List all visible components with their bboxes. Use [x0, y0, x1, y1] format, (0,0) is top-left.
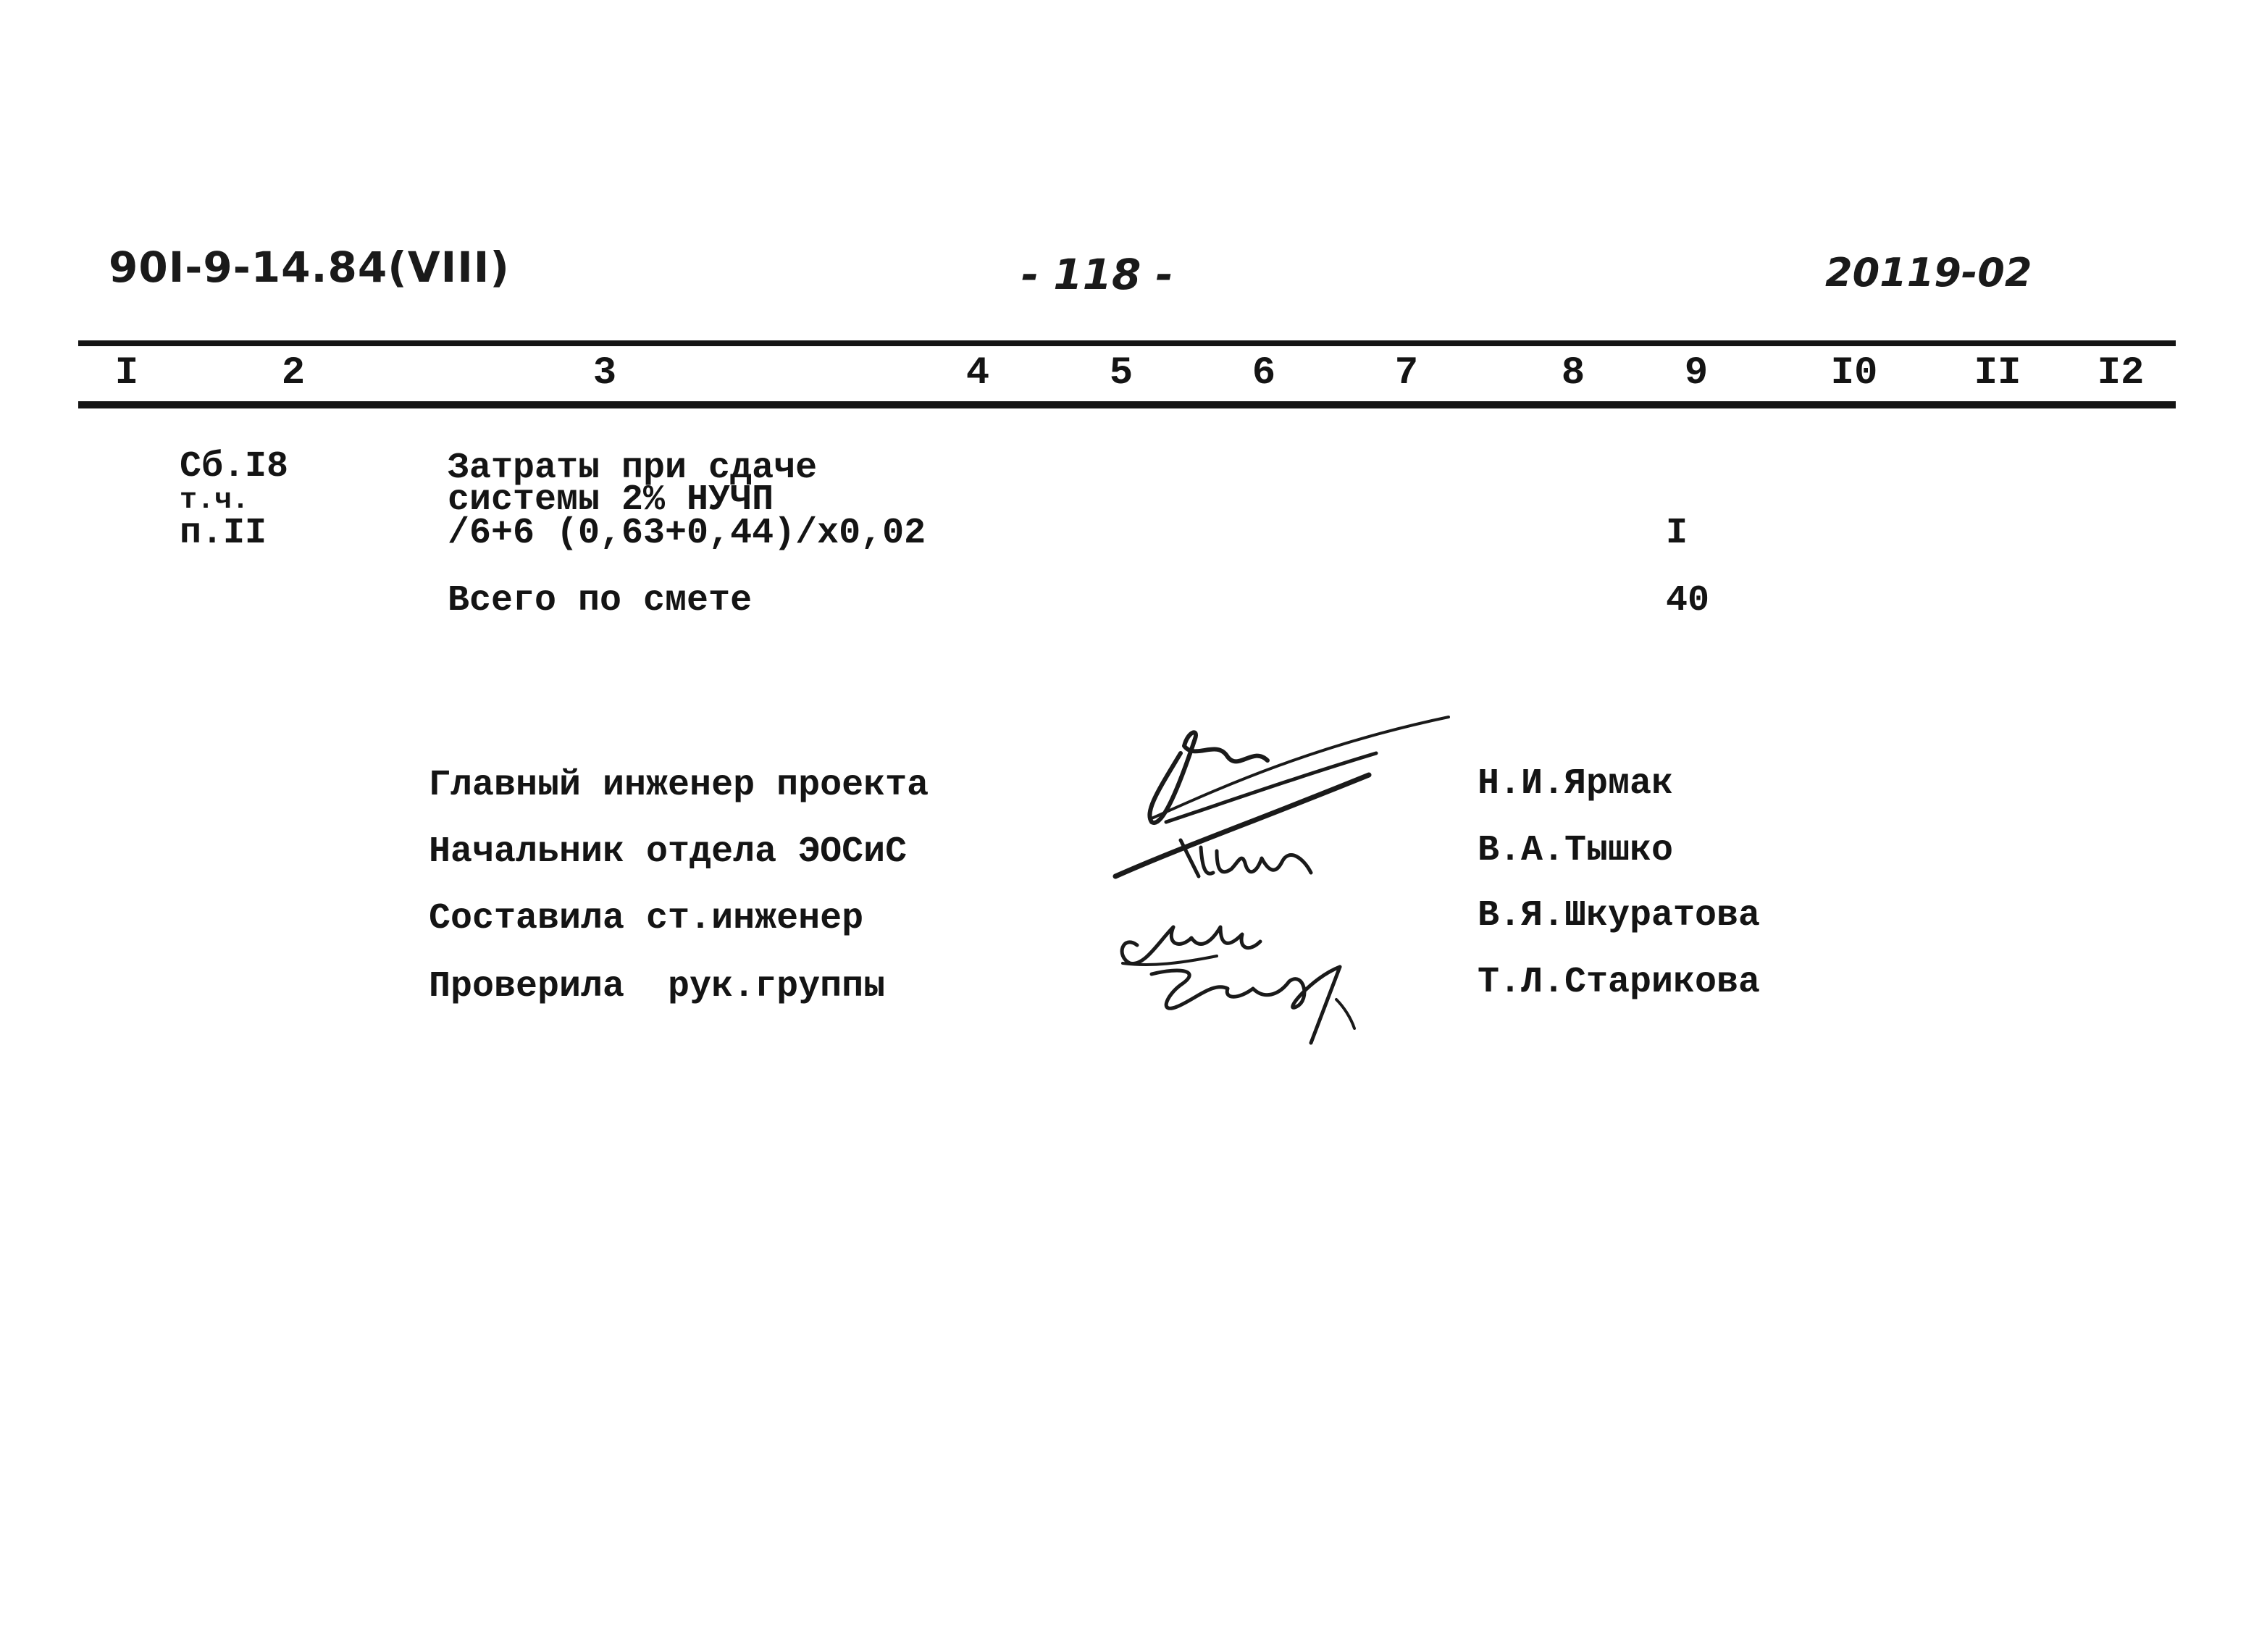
reference-line-2: т.ч.: [180, 485, 250, 517]
description-line-2: системы 2% НУЧП: [448, 479, 774, 521]
column-number-6: 6: [1252, 351, 1276, 395]
signer-role-3: Составила ст.инженер: [429, 898, 864, 939]
column-number-2: 2: [281, 351, 306, 395]
column-number-7: 7: [1394, 351, 1419, 395]
column-number-4: 4: [965, 351, 990, 395]
signer-role-2: Начальник отдела ЭОСиС: [429, 831, 908, 873]
column-number-12: I2: [2097, 351, 2145, 395]
table-header-rule: [78, 401, 2176, 408]
description-line-1: Затраты при сдаче: [448, 448, 818, 489]
column-number-8: 8: [1561, 351, 1585, 395]
table-top-rule: [78, 340, 2176, 346]
column-number-3: 3: [592, 351, 617, 395]
page-number: - 118 -: [1021, 250, 1173, 299]
signer-role-1: Главный инженер проекта: [429, 765, 929, 806]
description-line-3: /6+6 (0,63+0,44)/х0,02: [448, 513, 926, 554]
total-value: 40: [1666, 580, 1710, 621]
signer-name-2: В.А.Тышко: [1478, 830, 1674, 871]
sheet-code: 20119-02: [1825, 250, 2032, 295]
column-number-5: 5: [1109, 351, 1134, 395]
document-code: 90I-9-14.84(VIII): [109, 243, 510, 292]
column-number-9: 9: [1684, 351, 1709, 395]
signer-name-4: Т.Л.Старикова: [1478, 962, 1761, 1003]
signer-name-1: Н.И.Ярмак: [1478, 763, 1674, 805]
signer-name-3: В.Я.Шкуратова: [1478, 895, 1761, 936]
signer-role-4: Проверила рук.группы: [429, 966, 886, 1007]
total-label: Всего по смете: [448, 580, 753, 621]
column-number-11: II: [1974, 351, 2021, 395]
column-number-1: I: [114, 351, 139, 395]
reference-line-3: п.II: [180, 513, 267, 554]
handwritten-signatures: [1072, 695, 1478, 1057]
column-9-value: I: [1666, 513, 1688, 554]
reference-line-1: Сб.I8: [180, 446, 289, 487]
column-number-10: I0: [1830, 351, 1878, 395]
